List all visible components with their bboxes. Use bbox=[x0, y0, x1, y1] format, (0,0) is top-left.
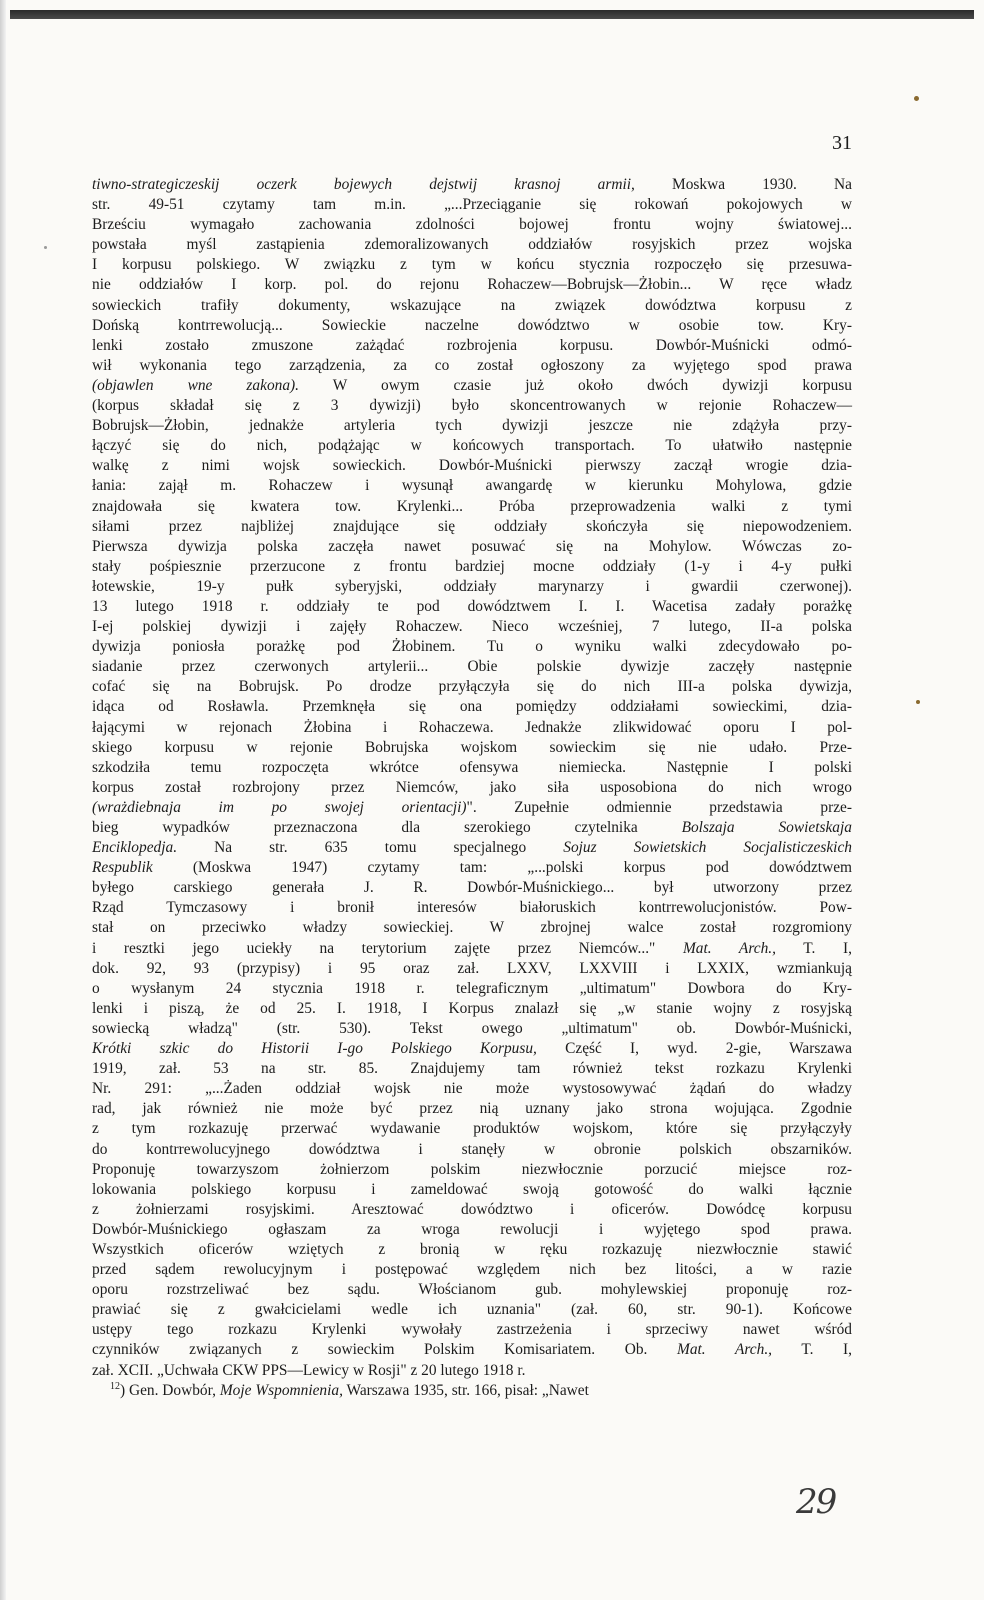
text-line bbox=[92, 918, 852, 938]
text-segment: (korpus składał się z 3 dywizji) było skoncentrowanych w rejonie Rohaczew— bbox=[92, 397, 852, 415]
scan-speck bbox=[914, 96, 919, 101]
text-line bbox=[92, 858, 852, 878]
text-segment: Nr. 291: „...Żaden oddział wojsk nie może wystosowywać żądań do władzy bbox=[92, 1080, 852, 1098]
body-text bbox=[92, 175, 852, 1401]
text-segment: 1919, zał. 53 na str. 85. Znajdujemy tam również tekst rozkazu Krylenki bbox=[92, 1060, 852, 1078]
text-line bbox=[92, 738, 852, 758]
text-segment: łającymi w rejonach Żłobina i Rohaczewa. Jednakże zlikwidować oporu I pol- bbox=[92, 718, 852, 736]
text-line bbox=[92, 1079, 852, 1099]
text-segment: Warszawa 1935, str. 166, pisał: „Nawet bbox=[342, 1381, 589, 1399]
text-line bbox=[92, 255, 852, 275]
text-line bbox=[92, 778, 852, 798]
text-segment: nie oddziałów I korp. pol. do rejonu Rohaczew—Bobrujsk—Żłobin... W ręce władz bbox=[92, 276, 852, 294]
text-segment: cofać się na Bobrujsk. Po drodze przyłączyła się do nich III-a polska dywizja, bbox=[92, 678, 852, 696]
text-segment: T. I, bbox=[775, 939, 852, 957]
italic-text: Moje Wspomnienia, bbox=[219, 1381, 343, 1399]
text-segment: znajdowała się kwatera tow. Krylenki... Próba przeprowadzenia walki z tymi bbox=[92, 497, 852, 515]
text-segment: bieg wypadków przeznaczona dla szerokiego czytelnika bbox=[92, 819, 682, 836]
text-line bbox=[92, 1140, 852, 1160]
text-segment: wił wykonania tego zarządzenia, za co został ogłoszony za wyjętego spod prawa bbox=[92, 356, 852, 374]
text-segment: W owym czasie już około dwóch dywizji korpusu bbox=[299, 376, 852, 394]
text-line bbox=[92, 195, 852, 215]
text-segment: siłami przez najbliżej znajdujące się oddziały skończyła się niepowodzeniem. bbox=[92, 517, 852, 535]
text-line bbox=[92, 175, 852, 195]
text-line bbox=[92, 1200, 852, 1220]
text-segment: ustępy tego rozkazu Krylenki wywołały zastrzeżenia i sprzeciwy nawet wśród bbox=[92, 1321, 852, 1339]
text-segment: z żołnierzami rosyjskimi. Aresztować dowództwo i oficerów. Dowódcę korpusu bbox=[92, 1200, 852, 1218]
text-segment: lokowania polskiego korpusu i zameldować swoją gotowość do walki łącznie bbox=[92, 1180, 852, 1198]
text-segment: siadanie przez czerwonych artylerii... Obie polskie dywizje zaczęły następnie bbox=[92, 658, 852, 676]
scan-speck bbox=[916, 700, 920, 704]
italic-text: Mat. Arch., bbox=[677, 1341, 773, 1359]
text-line bbox=[92, 497, 852, 517]
text-segment: Część I, wyd. 2-gie, Warszawa bbox=[536, 1040, 852, 1058]
text-line bbox=[92, 316, 852, 336]
text-segment: Pierwsza dywizja polska zaczęła nawet posuwać się na Mohylow. Wówczas zo- bbox=[92, 537, 852, 555]
text-segment: Proponuję towarzyszom żołnierzom polskim niezwłocznie porzucić miejsce roz- bbox=[92, 1160, 852, 1178]
text-line bbox=[92, 1059, 852, 1079]
italic-text: (objawlen wne zakona). bbox=[92, 376, 299, 394]
italic-text: Krótki szkic do Historii I-go Polskiego Korpusu, bbox=[92, 1040, 537, 1058]
text-segment: łotewskie, 19-y pułk syberyjski, oddziały marynarzy i gwardii czerwonej). bbox=[92, 577, 852, 595]
text-segment: dywizja poniosła porażkę pod Żłobinem. Tu o wyniku walki zdecydowało po- bbox=[92, 638, 852, 656]
text-line bbox=[92, 577, 852, 597]
text-segment: powstała myśl zastąpienia zdemoralizowanych oddziałów rosyjskich przez wojska bbox=[92, 236, 852, 254]
text-segment: byłego carskiego generała J. R. Dowbór-Muśnickiego... był utworzony przez bbox=[92, 879, 852, 897]
text-segment: prawiać się z gwałcicielami wedle ich uznania" (zał. 60, str. 90-1). Końcowe bbox=[92, 1301, 852, 1319]
text-segment: łączyć się do nich, podążając w końcowych transportach. To ułatwiło następnie bbox=[92, 437, 852, 455]
italic-text: tiwno-strategiczeskij oczerk bojewych dejstwij krasnoj armii, bbox=[92, 176, 635, 193]
text-segment: I korpusu polskiego. W związku z tym w końcu stycznia rozpoczęło się przesuwa- bbox=[92, 256, 852, 274]
text-segment: dok. 92, 93 (przypisy) i 95 oraz zał. LXXV, LXXVIII i LXXIX, wzmiankują bbox=[92, 959, 852, 977]
text-line bbox=[92, 798, 852, 818]
text-line bbox=[92, 1220, 852, 1240]
text-line bbox=[92, 376, 852, 396]
text-segment: skiego korpusu w rejonie Bobrujska wojskom sowieckim się nie udało. Prze- bbox=[92, 738, 852, 756]
text-line bbox=[92, 416, 852, 436]
page-number: 31 bbox=[832, 132, 852, 154]
text-segment: ". Zupełnie odmiennie przedstawia prze- bbox=[466, 798, 852, 816]
scan-left-edge bbox=[0, 0, 6, 1600]
text-line bbox=[92, 677, 852, 697]
italic-text: (wrażdiebnaja im po swojej orientacji) bbox=[92, 798, 467, 816]
text-segment: (Moskwa 1947) czytamy tam: „...polski korpus pod dowództwem bbox=[152, 859, 852, 877]
text-line bbox=[92, 1180, 852, 1200]
text-segment: Wszystkich oficerów wziętych z bronią w ręku rozkazuję niezwłocznie stawić bbox=[92, 1240, 852, 1258]
text-segment: szkodziła temu rozpoczęta wkrótce ofensywa niemiecka. Następnie I polski bbox=[92, 758, 852, 776]
text-line bbox=[92, 436, 852, 456]
text-line bbox=[92, 939, 852, 959]
text-line bbox=[92, 657, 852, 677]
text-line bbox=[92, 979, 852, 999]
text-segment: Bobrujsk—Żłobin, jednakże artyleria tych dywizji jeszcze nie zdążyła przy- bbox=[92, 417, 852, 435]
text-segment: sowieckich trafiły dokumenty, wskazujące na związek dowództwa korpusu z bbox=[92, 296, 852, 314]
text-line bbox=[92, 1099, 852, 1119]
text-line bbox=[92, 597, 852, 617]
text-line bbox=[92, 517, 852, 537]
text-line bbox=[92, 959, 852, 979]
text-segment: lenki zostało zmuszone zażądać rozbrojenia korpusu. Dowbór-Muśnicki odmó- bbox=[92, 336, 852, 354]
text-segment: oporu rozstrzeliwać bez sądu. Włościanom gub. mohylewskiej proponuję roz- bbox=[92, 1281, 852, 1299]
text-line bbox=[92, 1340, 852, 1360]
text-line bbox=[92, 898, 852, 918]
text-line bbox=[92, 537, 852, 557]
text-line bbox=[92, 718, 852, 738]
text-segment: do kontrrewolucyjnego dowództwa i stanęły w obronie polskich obszarników. bbox=[92, 1140, 852, 1158]
text-segment: i resztki jego uciekły na terytorium zajęte przez Niemców..." bbox=[92, 939, 683, 957]
handwritten-page-mark: 29 bbox=[796, 1482, 836, 1522]
text-line bbox=[92, 697, 852, 717]
text-segment: ) Gen. Dowbór, bbox=[120, 1381, 220, 1399]
text-segment: I-ej polskiej dywizji i zajęły Rohaczew. Nieco wcześniej, 7 lutego, II-a polska bbox=[92, 618, 852, 636]
text-segment: str. 49-51 czytamy tam m.in. „...Przeciąganie się rokowań pokojowych w bbox=[92, 196, 852, 214]
text-line bbox=[92, 1240, 852, 1260]
text-segment: Dowbór-Muśnickiego ogłaszam za wroga rewolucji i wyjętego spod prawa. bbox=[92, 1220, 852, 1238]
text-line bbox=[92, 999, 852, 1019]
italic-text: Enciklopedja. bbox=[92, 839, 178, 857]
text-line bbox=[92, 275, 852, 295]
italic-text: Bolszaja Sowietskaja bbox=[681, 819, 852, 836]
text-segment: Brześciu wymagało zachowania zdolności bojowej frontu wojny światowej... bbox=[92, 216, 852, 234]
text-segment: przed sądem rewolucyjnym i postępować względem nich bez litości, a w razie bbox=[92, 1261, 852, 1279]
text-segment: czynników związanych z sowieckim Polskim Komisariatem. Ob. bbox=[92, 1341, 678, 1359]
text-segment: idąca od Rosławla. Przemknęła się ona pomiędzy oddziałami sowieckimi, dzia- bbox=[92, 698, 852, 716]
italic-text: Sojuz Sowietskich Socjalisticzeskich bbox=[563, 839, 852, 857]
text-line bbox=[92, 1160, 852, 1180]
text-line bbox=[92, 818, 852, 838]
text-segment: T. I, bbox=[772, 1341, 853, 1359]
text-segment: walkę z nimi wojsk sowieckich. Dowbór-Muśnicki pierwszy zaczął wrogie dzia- bbox=[92, 457, 852, 475]
scan-speck bbox=[44, 246, 47, 249]
text-line bbox=[92, 1019, 852, 1039]
text-line bbox=[92, 1280, 852, 1300]
text-segment: zał. XCII. „Uchwała CKW PPS—Lewicy w Rosji" z 20 lutego 1918 r. bbox=[92, 1361, 526, 1379]
text-line bbox=[92, 758, 852, 778]
text-line bbox=[92, 396, 852, 416]
text-segment: stały pośpiesznie przerzucone z frontu bardziej mocne oddziały (1-y i 4-y pułki bbox=[92, 557, 852, 575]
text-segment: Na str. 635 tomu specjalnego bbox=[177, 839, 564, 857]
text-segment: 13 lutego 1918 r. oddziały te pod dowództwem I. I. Wacetisa zadały porażkę bbox=[92, 597, 852, 615]
italic-text: Mat. Arch., bbox=[682, 939, 776, 957]
text-line bbox=[92, 336, 852, 356]
italic-text: Respublik bbox=[92, 859, 153, 877]
text-segment: stał on przeciwko władzy sowieckiej. W zbrojnej walce został rozgromiony bbox=[92, 919, 852, 937]
text-line bbox=[92, 1300, 852, 1320]
text-segment: sowiecką władzą" (str. 530). Tekst owego „ultimatum" ob. Dowbór-Muśnicki, bbox=[92, 1019, 852, 1037]
text-line bbox=[92, 476, 852, 496]
text-line bbox=[92, 296, 852, 316]
footnote-marker: 12 bbox=[110, 1380, 120, 1392]
text-line bbox=[92, 356, 852, 376]
text-line bbox=[92, 617, 852, 637]
text-line bbox=[92, 1260, 852, 1280]
scan-top-border bbox=[10, 10, 974, 19]
text-segment: Rząd Tymczasowy i bronił interesów białoruskich kontrrewolucjonistów. Pow- bbox=[92, 899, 852, 917]
text-line bbox=[92, 1039, 852, 1059]
text-segment: Moskwa 1930. Na bbox=[634, 176, 852, 193]
text-segment: korpus został rozbrojony przez Niemców, jako siła usposobiona do nich wrogo bbox=[92, 778, 852, 796]
text-segment: lenki i piszą, że od 25. I. 1918, I Korpus znalazł się „w stanie wojny z rosyjską bbox=[92, 999, 852, 1017]
text-line bbox=[92, 637, 852, 657]
text-line bbox=[92, 456, 852, 476]
text-line bbox=[92, 235, 852, 255]
text-segment: łania: zajął m. Rohaczew i wysunął awangardę w kierunku Mohylowa, gdzie bbox=[92, 477, 852, 495]
text-segment: rad, jak również nie może być przez nią uznany jako strona wojująca. Zgodnie bbox=[92, 1100, 852, 1118]
text-line bbox=[92, 1320, 852, 1340]
text-segment: z tym rozkazuję przerwać wydawanie produktów wojskom, które się przyłączyły bbox=[92, 1120, 852, 1138]
text-segment: Dońską kontrrewolucją... Sowieckie naczelne dowództwo w osobie tow. Kry- bbox=[92, 316, 852, 334]
text-line bbox=[92, 1361, 852, 1381]
footnote bbox=[92, 1381, 852, 1401]
text-line bbox=[92, 557, 852, 577]
text-line bbox=[92, 838, 852, 858]
text-line bbox=[92, 215, 852, 235]
text-segment: o wysłanym 24 stycznia 1918 r. telegraficznym „ultimatum" Dowbora do Kry- bbox=[92, 979, 852, 997]
text-line bbox=[92, 1119, 852, 1139]
text-line bbox=[92, 878, 852, 898]
